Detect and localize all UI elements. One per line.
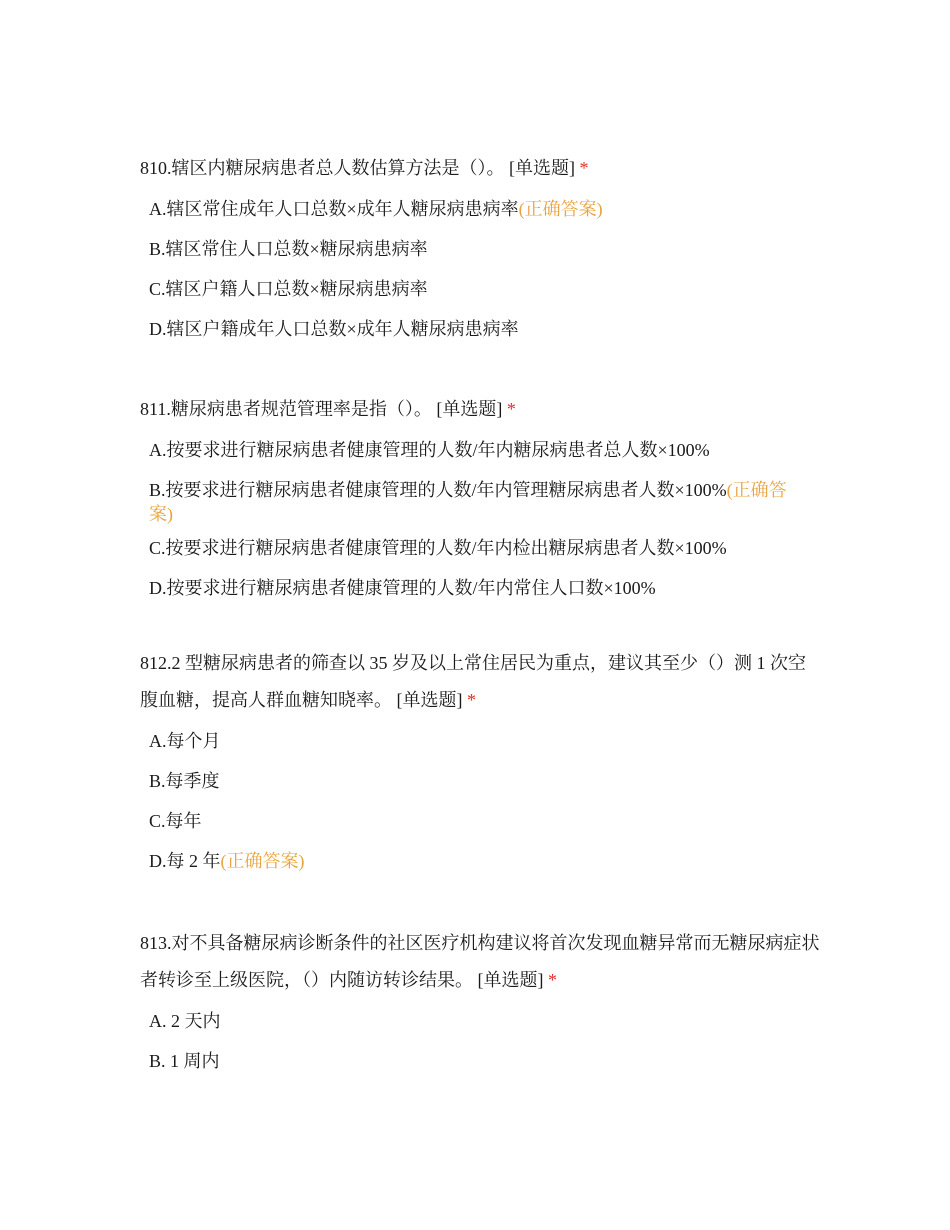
option-d[interactable] — [149, 576, 809, 600]
question-810 — [140, 150, 820, 357]
option-c[interactable] — [149, 277, 809, 301]
question-stem — [140, 150, 820, 187]
question-text: 810.辖区内糖尿病患者总人数估算方法是（）。 — [140, 158, 505, 178]
option-a[interactable] — [149, 1009, 809, 1033]
option-d[interactable] — [149, 317, 809, 341]
option-text: B.每季度 — [149, 771, 220, 791]
question-stem — [140, 391, 820, 428]
question-type-tag: [单选题] — [477, 970, 544, 990]
option-text: D.按要求进行糖尿病患者健康管理的人数/年内常住人口数×100% — [149, 578, 656, 598]
option-text: B.辖区常住人口总数×糖尿病患病率 — [149, 239, 428, 259]
option-text: D.辖区户籍成年人口总数×成年人糖尿病患病率 — [149, 319, 519, 339]
correct-answer-mark: (正确答案) — [518, 199, 603, 219]
option-list — [140, 197, 820, 341]
option-b[interactable] — [149, 478, 809, 526]
option-text: C.按要求进行糖尿病患者健康管理的人数/年内检出糖尿病患者人数×100% — [149, 538, 727, 558]
question-text: 811.糖尿病患者规范管理率是指（）。 — [140, 399, 432, 419]
option-text: B.按要求进行糖尿病患者健康管理的人数/年内管理糖尿病患者人数×100% — [149, 480, 727, 500]
question-type-tag: [单选题] — [509, 158, 575, 178]
required-star: * — [467, 690, 476, 710]
question-812 — [140, 645, 820, 889]
option-text: C.每年 — [149, 811, 202, 831]
question-811 — [140, 391, 820, 616]
question-text: 813.对不具备糖尿病诊断条件的社区医疗机构建议将首次发现血糖异常而无糖尿病症状者转诊至上级医院，（）内随访转诊结果。 — [140, 933, 820, 990]
correct-answer-mark: (正确答案) — [149, 480, 787, 524]
required-star: * — [506, 399, 516, 419]
option-b[interactable] — [149, 769, 809, 793]
correct-answer-mark: (正确答案) — [220, 851, 305, 871]
question-stem — [140, 645, 820, 719]
question-type-tag: [单选题] — [436, 399, 503, 419]
option-a[interactable] — [149, 197, 809, 221]
required-star: * — [548, 970, 557, 990]
option-text: A. 2 天内 — [149, 1011, 221, 1031]
option-text: D.每 2 年 — [149, 851, 221, 871]
option-a[interactable] — [149, 438, 809, 462]
option-a[interactable] — [149, 729, 809, 753]
option-text: C.辖区户籍人口总数×糖尿病患病率 — [149, 279, 428, 299]
option-d[interactable] — [149, 849, 809, 873]
option-list — [140, 1009, 820, 1073]
option-list — [140, 438, 820, 600]
option-text: A.辖区常住成年人口总数×成年人糖尿病患病率 — [149, 199, 519, 219]
option-c[interactable] — [149, 536, 809, 560]
option-text: A.按要求进行糖尿病患者健康管理的人数/年内糖尿病患者总人数×100% — [149, 440, 710, 460]
option-list — [140, 729, 820, 873]
option-text: A.每个月 — [149, 731, 221, 751]
question-stem — [140, 925, 820, 999]
option-text: B. 1 周内 — [149, 1051, 220, 1071]
option-b[interactable] — [149, 237, 809, 261]
question-813 — [140, 925, 820, 1089]
option-b[interactable] — [149, 1049, 809, 1073]
option-c[interactable] — [149, 809, 809, 833]
question-text: 812.2 型糖尿病患者的筛查以 35 岁及以上常住居民为重点，建议其至少（）测 1 次空腹血糖，提高人群血糖知晓率。 — [140, 653, 806, 710]
question-type-tag: [单选题] — [396, 690, 463, 710]
required-star: * — [579, 158, 589, 178]
